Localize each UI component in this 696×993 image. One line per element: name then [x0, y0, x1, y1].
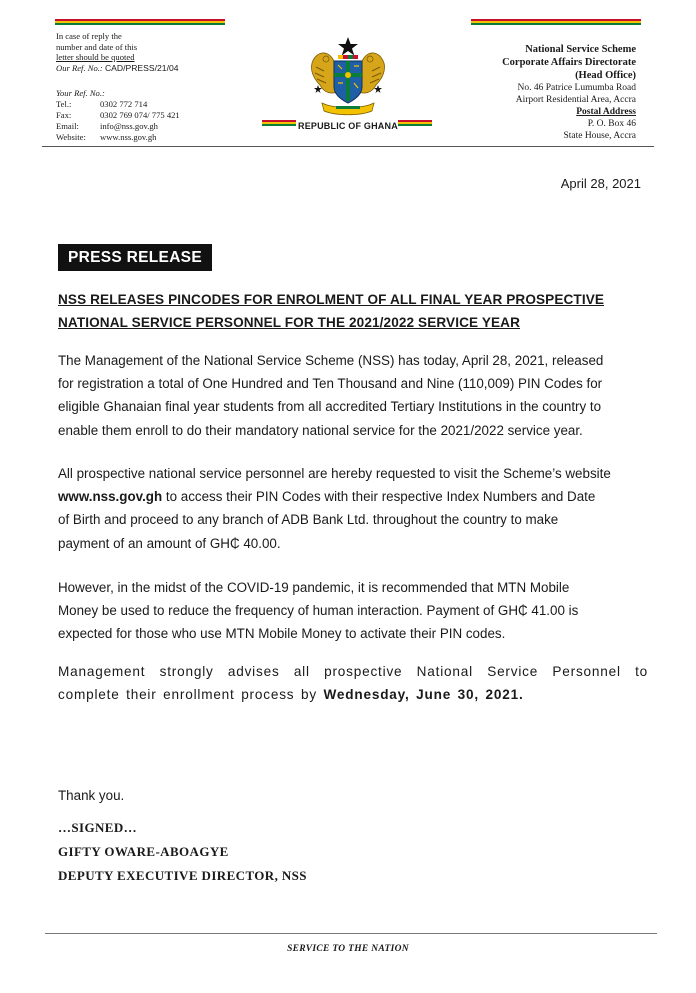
signatory-name: GIFTY OWARE-ABOAGYE [58, 844, 229, 859]
paragraph-deadline: Management strongly advises all prospective National Service Personnel to complete their enrollment process by Wednesday, June 30, 2021. [58, 664, 648, 702]
contact-block [56, 99, 180, 143]
flag-stripe-left [55, 19, 225, 27]
closing-thanks: Thank you. [58, 788, 125, 803]
contact-fax: Fax: 0302 769 074/ 775 421 [56, 110, 180, 120]
black-star-icon [338, 37, 358, 56]
footer-motto: SERVICE TO THE NATION [287, 944, 409, 954]
signed-mark: …SIGNED… [58, 820, 138, 835]
paragraph-mobile-money: However, in the midst of the COVID-19 pandemic, it is recommended that MTN Mobile Money be used to reduce the frequency of human interaction. Payment of GH₵ 41.00 is expected for those who use MTN Mobile Money to activate their PIN codes. [58, 580, 579, 642]
republic-of-ghana-label: REPUBLIC OF GHANA [298, 121, 398, 131]
release-date: April 28, 2021 [560, 176, 641, 191]
deadline-date: Wednesday, June 30, 2021. [323, 687, 524, 702]
nss-website-link[interactable]: www.nss.gov.gh [58, 489, 163, 505]
paragraph-instructions: All prospective national service personnel are hereby requested to visit the Scheme’s website www.nss.gov.gh to access their PIN Codes with their respective Index Numbers and Date of Birth and proceed to any branch of ADB Bank Ltd. throughout the country to make payment of an amount of GH₵ 40.00. [58, 466, 611, 551]
contact-tel: Tel.: 0302 772 714 [56, 99, 148, 109]
your-ref: Your Ref. No.: [56, 88, 105, 98]
coat-of-arms-emblem [302, 33, 394, 119]
signatory-title: DEPUTY EXECUTIVE DIRECTOR, NSS [58, 868, 307, 883]
header-divider [42, 146, 654, 147]
flag-stripe-right [471, 19, 641, 27]
footer-divider [45, 933, 657, 934]
paragraph-announcement: The Management of the National Service Scheme (NSS) has today, April 28, 2021, released for registration a total of One Hundred and Ten Thousand and Nine (110,009) PIN Codes for eligible Ghanaian final year students from all accredited Tertiary Institutions in the country to enable them enroll to do their mandatory national service for the 2021/2022 service year. [58, 353, 604, 438]
headline: NSS RELEASES PINCODES FOR ENROLMENT OF ALL FINAL YEAR PROSPECTIVE NATIONAL SERVICE PERSONNEL FOR THE 2021/2022 SERVICE YEAR [58, 292, 605, 330]
press-release-badge: PRESS RELEASE [58, 244, 212, 271]
our-ref-value: CAD/PRESS/21/04 [104, 62, 179, 73]
flag-stripe-center-left [262, 120, 296, 128]
contact-email: Email: info@nss.gov.gh [56, 121, 158, 131]
reply-note: In case of reply the number and date of this letter should be quoted Our Ref. No.: CAD/PRESS/21/04 [56, 31, 179, 73]
signature-block [58, 816, 307, 888]
contact-website: Website: www.nss.gov.gh [56, 132, 157, 142]
issuer-block: National Service Scheme Corporate Affairs Directorate (Head Office) No. 46 Patrice Lumumba Road Airport Residential Area, Accra Postal Address P. O. Box 46 State House, Accra [502, 44, 636, 141]
